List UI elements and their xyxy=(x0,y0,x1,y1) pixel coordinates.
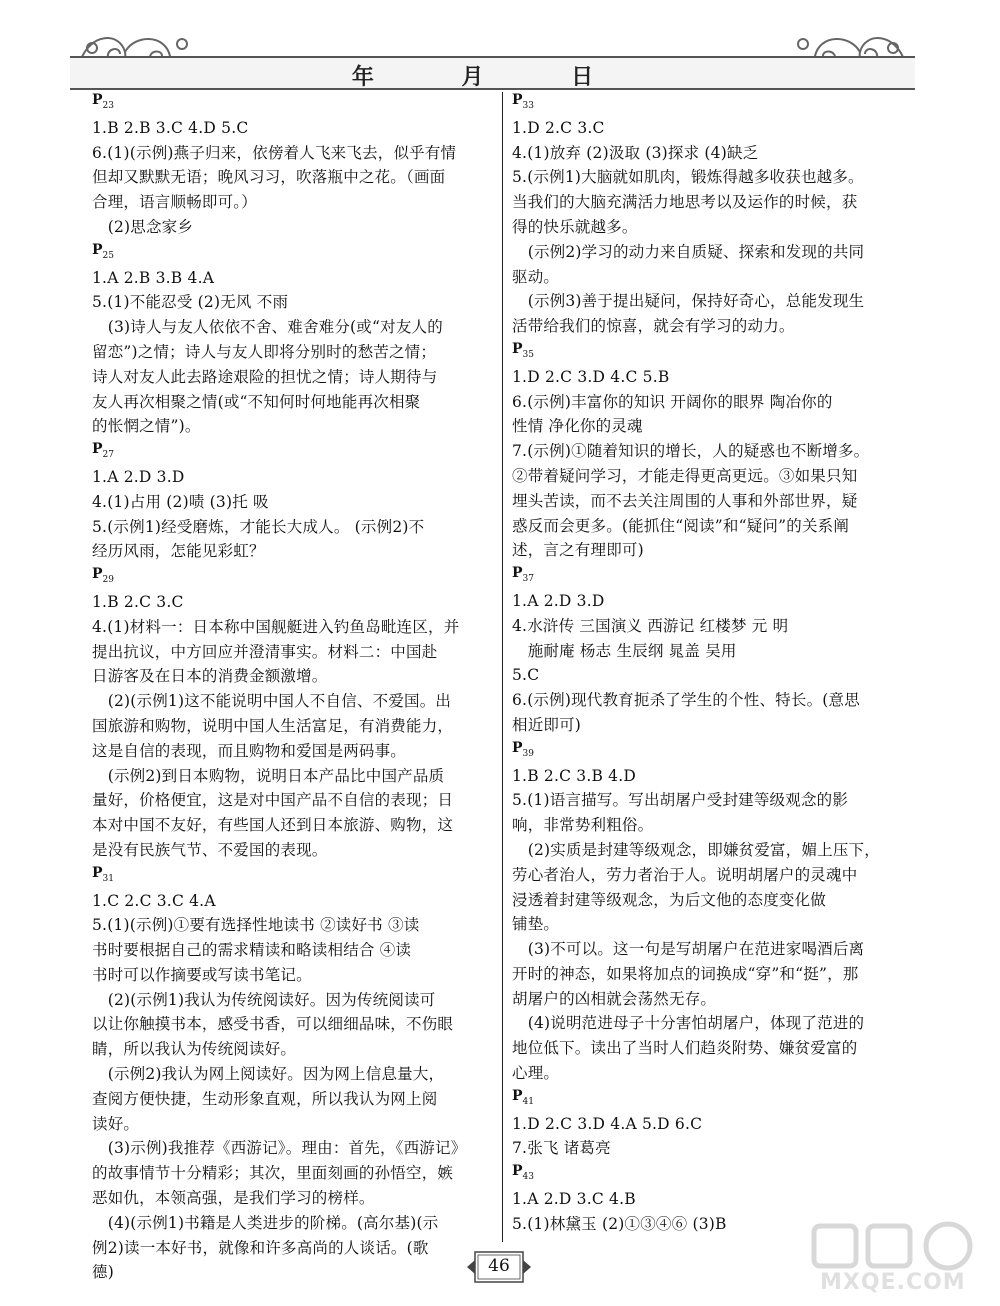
answer-line: 1.A 2.B 3.B 4.A xyxy=(92,268,215,287)
section-page-number: 27 xyxy=(102,449,114,460)
answer-line: 的故事情节十分精彩；其次，里面刻画的孙悟空，嫉 xyxy=(92,1164,454,1183)
answer-line: 浸透着封建等级观念，为后文他的态度变化做 xyxy=(512,890,827,909)
section-page-number: 35 xyxy=(522,349,534,360)
answer-line: 查阅方便快捷，生动形象直观，所以我认为网上阅 xyxy=(92,1089,438,1108)
answer-line: 量好，价格便宜，这是对中国产品不自信的表现；日 xyxy=(92,791,454,810)
answer-line: 5.(示例1)经受磨炼，才能长大成人。 (示例2)不 xyxy=(92,517,425,536)
watermark-logo xyxy=(808,1218,983,1298)
answer-line: 1.B 2.B 3.C 4.D 5.C xyxy=(92,118,249,137)
answer-line: 5.(1)不能忍受 (2)无风 不雨 xyxy=(92,293,289,312)
answer-line: 惑反而会更多。(能抓住“阅读”和“疑问”的关系阐 xyxy=(512,516,850,535)
answer-line: (2)思念家乡 xyxy=(92,217,194,236)
answer-line: 合理，语言顺畅即可。） xyxy=(92,193,257,212)
answer-line: 友人再次相聚之情(或“不知何时何地能再次相聚 xyxy=(92,392,421,411)
answer-line: (4)(示例1)书籍是人类进步的阶梯。(高尔基)(示 xyxy=(92,1213,439,1232)
section-page-label: $P_{29}$ xyxy=(92,566,114,585)
answer-line: 5.(1)林黛玉 (2)①③④⑥ (3)B xyxy=(512,1214,727,1233)
page-number-box xyxy=(466,1250,532,1284)
section-page-number: 31 xyxy=(102,873,114,884)
answer-line: 6.(示例)现代教育扼杀了学生的个性、特长。(意思 xyxy=(512,691,860,710)
answer-line: 例2)读一本好书，就像和许多高尚的人谈话。(歌 xyxy=(92,1238,429,1257)
answer-line: 5.(1)语言描写。写出胡屠户受封建等级观念的影 xyxy=(512,791,849,810)
answer-section xyxy=(512,564,917,738)
section-page-number: 33 xyxy=(522,100,534,111)
answer-line: (2)实质是封建等级观念，即嫌贫爱富，媚上压下， xyxy=(512,840,880,859)
section-page-number: 39 xyxy=(522,748,534,759)
answer-line: 以让你触摸书本，感受书香，可以细细品味，不伤眼 xyxy=(92,1015,454,1034)
answer-line: 铺垫。 xyxy=(512,915,560,934)
answer-line: 1.A 2.D 3.C 4.B xyxy=(512,1190,636,1209)
answer-line: 相近即可) xyxy=(512,715,582,734)
section-page-number: 41 xyxy=(522,1096,534,1107)
answer-line: 6.(示例)丰富你的知识 开阔你的眼界 陶冶你的 xyxy=(512,392,833,411)
section-page-label: $P_{37}$ xyxy=(512,565,534,584)
answer-line: 本对中国不友好，有些国人还到日本旅游、购物，这 xyxy=(92,816,454,835)
page-header xyxy=(70,18,915,96)
answer-line: 日游客及在日本的消费金额激增。 xyxy=(92,667,328,686)
answer-section xyxy=(92,565,492,863)
answer-line: 的怅惘之情”)。 xyxy=(92,417,201,436)
answer-line: 心理。 xyxy=(512,1064,560,1083)
answer-line: 驱动。 xyxy=(512,267,560,286)
section-page-label: $P_{35}$ xyxy=(512,340,534,360)
date-title: 年 月 日 xyxy=(351,64,634,90)
answer-section xyxy=(92,440,492,564)
section-page-label: $P_{41}$ xyxy=(512,1087,534,1107)
answer-line: (2)(示例1)我认为传统阅读好。因为传统阅读可 xyxy=(92,990,436,1009)
answer-line: (4)说明范进母子十分害怕胡屠户，体现了范进的 xyxy=(512,1014,865,1033)
page-number: 46 xyxy=(488,1256,510,1276)
answer-line: 睛，所以我认为传统阅读好。 xyxy=(92,1040,297,1059)
answer-line: (3)示例)我推荐《西游记》。理由：首先，《西游记》 xyxy=(92,1139,467,1158)
answer-line: 留恋”)之情；诗人与友人即将分别时的愁苦之情； xyxy=(92,342,437,361)
answer-line: 得的快乐就越多。 xyxy=(512,217,638,236)
answer-line: 提出抗议，中方回应并澄清事实。材料二：中国赴 xyxy=(92,642,438,661)
answer-line: 1.A 2.D 3.D xyxy=(512,591,605,610)
answer-line: 7.张飞 诸葛亮 xyxy=(512,1139,611,1158)
answer-line: 这是自信的表现，而且购物和爱国是两码事。 xyxy=(92,741,407,760)
answer-line: 经历风雨，怎能见彩虹？ xyxy=(92,542,265,561)
answer-line: 性情 净化你的灵魂 xyxy=(512,417,643,436)
answer-section xyxy=(512,91,917,339)
answer-line: 埋头苦读，而不去关注周围的人事和外部世界，疑 xyxy=(512,491,858,510)
answer-section xyxy=(92,91,492,240)
answer-line: (3)不可以。这一句是写胡屠户在范进家喝酒后离 xyxy=(512,940,865,959)
answer-line: 当我们的大脑充满活力地思考以及运作的时候，获 xyxy=(512,193,858,212)
section-page-label: $P_{27}$ xyxy=(92,441,114,460)
answer-line: (示例2)到日本购物，说明日本产品比中国产品质 xyxy=(92,766,445,785)
answer-line: 4.水浒传 三国演义 西游记 红楼梦 元 明 xyxy=(512,616,789,635)
answer-line: 施耐庵 杨志 生辰纲 晁盖 吴用 xyxy=(512,641,737,660)
answer-line: 响，非常势利粗俗。 xyxy=(512,816,654,835)
section-page-number: 37 xyxy=(522,573,534,584)
section-page-number: 43 xyxy=(522,1172,534,1183)
answer-line: 5.(示例1)大脑就如肌肉，锻炼得越多收获也越多。 xyxy=(512,168,864,187)
answer-line: 4.(1)放弃 (2)汲取 (3)探求 (4)缺乏 xyxy=(512,143,759,162)
section-page-number: 23 xyxy=(102,100,114,111)
answer-line: (示例3)善于提出疑问，保持好奇心，总能发现生 xyxy=(512,292,865,311)
answer-section xyxy=(92,241,492,439)
right-column xyxy=(512,90,917,1237)
section-page-number: 29 xyxy=(102,574,114,585)
answer-line: 5.C xyxy=(512,666,540,685)
answer-line: 7.(示例)①随着知识的增长，人的疑惑也不断增多。 xyxy=(512,442,870,461)
answer-line: 诗人对友人此去路途艰险的担忧之情；诗人期待与 xyxy=(92,367,438,386)
answer-line: 6.(1)(示例)燕子归来，依傍着人飞来飞去，似乎有情 xyxy=(92,143,457,162)
answer-line: (示例2)我认为网上阅读好。因为网上信息量大， xyxy=(92,1065,445,1084)
left-column xyxy=(92,90,492,1285)
answer-line: 4.(1)占用 (2)啧 (3)托 吸 xyxy=(92,492,269,511)
answer-line: 读好。 xyxy=(92,1114,140,1133)
answer-line: 1.C 2.C 3.C 4.A xyxy=(92,891,216,910)
answer-line: 1.B 2.C 3.B 4.D xyxy=(512,766,637,785)
answer-line: 是没有民族气节、不爱国的表现。 xyxy=(92,840,328,859)
watermark-text: MXQE.COM xyxy=(820,1270,966,1295)
answer-line: (示例2)学习的动力来自质疑、探索和发现的共同 xyxy=(512,242,865,261)
answer-line: 恶如仇，本领高强，是我们学习的榜样。 xyxy=(92,1189,375,1208)
answer-line: 书时要根据自己的需求精读和略读相结合 ④读 xyxy=(92,941,412,960)
section-page-label: $P_{39}$ xyxy=(512,739,534,759)
answer-line: 活带给我们的惊喜，就会有学习的动力。 xyxy=(512,317,795,336)
answer-line: 1.A 2.D 3.D xyxy=(92,467,185,486)
column-divider xyxy=(502,92,503,1242)
answer-line: 述，言之有理即可) xyxy=(512,541,644,560)
answer-section xyxy=(92,864,492,1286)
answer-stamp-logo-icon xyxy=(808,1218,983,1273)
answer-line: 书时可以作摘要或写读书笔记。 xyxy=(92,965,312,984)
answer-line: 地位低下。读出了当时人们趋炎附势、嫌贫爱富的 xyxy=(512,1039,858,1058)
answer-line: ②带着疑问学习，才能走得更高更远。③如果只知 xyxy=(512,466,858,485)
section-page-label: $P_{23}$ xyxy=(92,92,114,111)
answer-line: 但却又默默无语；晚风习习，吹落瓶中之花。（画面 xyxy=(92,168,446,187)
section-page-label: $P_{43}$ xyxy=(512,1163,534,1183)
answer-line: (3)诗人与友人依依不舍、难舍难分(或“对友人的 xyxy=(92,318,443,337)
answer-line: 1.D 2.C 3.D 4.A 5.D 6.C xyxy=(512,1114,703,1133)
answer-line: 开时的神态，如果将加点的词换成“穿”和“挺”，那 xyxy=(512,964,859,983)
answer-line: 1.D 2.C 3.D 4.C 5.B xyxy=(512,367,670,386)
section-page-label: $P_{25}$ xyxy=(92,241,114,261)
answer-line: 胡屠户的凶相就会荡然无存。 xyxy=(512,989,717,1008)
answer-section xyxy=(512,1087,917,1161)
answer-line: 1.B 2.C 3.C xyxy=(92,592,184,611)
answer-line: 德) xyxy=(92,1263,114,1282)
answer-line: (2)(示例1)这不能说明中国人不自信、不爱国。出 xyxy=(92,692,452,711)
section-page-label: $P_{31}$ xyxy=(92,864,114,884)
section-page-number: 25 xyxy=(102,250,114,261)
answer-line: 1.D 2.C 3.C xyxy=(512,118,605,137)
answer-line: 劳心者治人，劳力者治于人。说明胡屠户的灵魂中 xyxy=(512,865,858,884)
section-page-label: $P_{33}$ xyxy=(512,92,534,111)
answer-section xyxy=(512,739,917,1086)
answer-section xyxy=(512,340,917,563)
answer-line: 国旅游和购物，说明中国人生活富足，有消费能力， xyxy=(92,716,454,735)
answer-line: 4.(1)材料一：日本称中国舰艇进入钓鱼岛毗连区，并 xyxy=(92,617,460,636)
answer-line: 5.(1)(示例)①要有选择性地读书 ②读好书 ③读 xyxy=(92,916,420,935)
